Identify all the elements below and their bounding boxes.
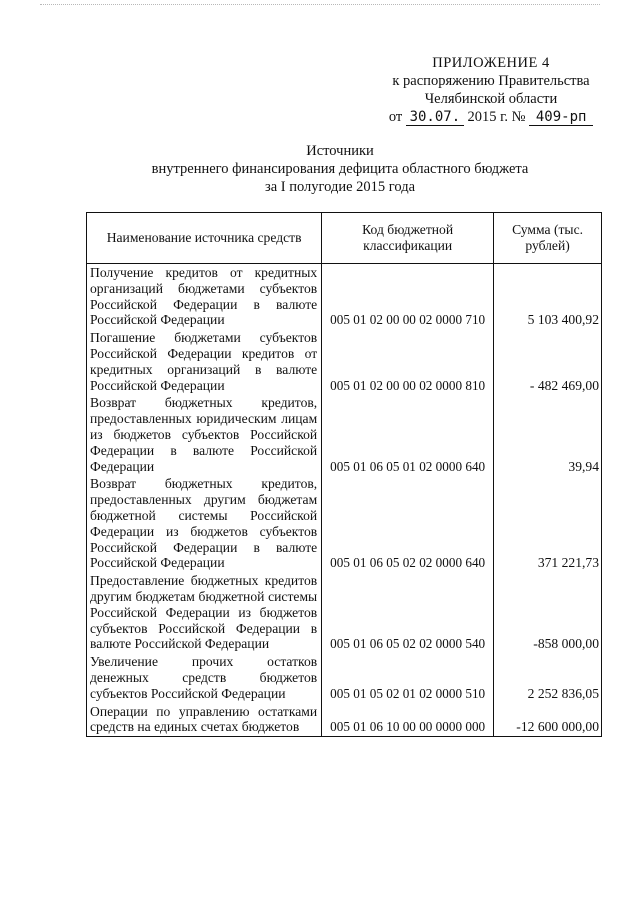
table-row (87, 703, 602, 737)
row-sum: 39,94 (494, 394, 602, 475)
scan-artifact-line (40, 4, 600, 5)
row-sum: 5 103 400,92 (494, 264, 602, 330)
row-sum: -12 600 000,00 (494, 703, 602, 737)
title-line-3: за I полугодие 2015 года (264, 179, 416, 195)
row-name: Возврат бюджетных кредитов, предоставленных другим бюджетам бюджетной системы Российской Федерации из бюджетов субъектов Российской Федерации в валюте Российской Федерации (87, 475, 322, 572)
year-text: 2015 г. № (467, 109, 526, 125)
row-name: Предоставление бюджетных кредитов другим бюджетам бюджетной системы Российской Федерации из бюджетов субъектов Российской Федерации в валюте Российской Федерации (87, 572, 322, 653)
row-name: Операции по управлению остатками средств на единых счетах бюджетов (87, 703, 322, 737)
header-name: Наименование источника средств (87, 213, 322, 264)
row-sum: 371 221,73 (494, 475, 602, 572)
table-row (87, 329, 602, 394)
title-line-1: Источники (306, 143, 374, 159)
table-row (87, 264, 602, 330)
table-row (87, 394, 602, 475)
row-name: Увеличение прочих остатков денежных средств бюджетов субъектов Российской Федерации (87, 653, 322, 702)
row-code: 005 01 06 05 02 02 0000 540 (322, 572, 494, 653)
header-code: Код бюджетной классификации (322, 213, 494, 264)
handwritten-date: 30.07. (406, 110, 464, 126)
document-title (100, 142, 580, 196)
table-row (87, 475, 602, 572)
row-code: 005 01 02 00 00 02 0000 810 (322, 329, 494, 394)
handwritten-number: 409-рп (529, 110, 593, 126)
row-sum: - 482 469,00 (494, 329, 602, 394)
table-header-row (87, 213, 602, 264)
row-code: 005 01 06 10 00 00 0000 000 (322, 703, 494, 737)
sources-table (86, 212, 602, 737)
row-code: 005 01 06 05 02 02 0000 640 (322, 475, 494, 572)
row-name: Погашение бюджетами субъектов Российской Федерации кредитов от кредитных организаций в валюте Российской Федерации (87, 329, 322, 394)
appendix-date-line (380, 108, 602, 126)
header-sum: Сумма (тыс. рублей) (494, 213, 602, 264)
table-row (87, 653, 602, 702)
row-code: 005 01 02 00 00 02 0000 710 (322, 264, 494, 330)
appendix-title: ПРИЛОЖЕНИЕ 4 (432, 55, 550, 71)
row-code: 005 01 05 02 01 02 0000 510 (322, 653, 494, 702)
appendix-line-2: Челябинской области (424, 91, 558, 107)
row-sum: -858 000,00 (494, 572, 602, 653)
date-prefix: от (388, 109, 403, 125)
row-name: Получение кредитов от кредитных организаций бюджетами субъектов Российской Федерации в валюте Российской Федерации (87, 264, 322, 330)
appendix-line-1: к распоряжению Правительства (392, 73, 590, 89)
row-name: Возврат бюджетных кредитов, предоставленных юридическим лицам из бюджетов субъектов Российской Федерации в валюте Российской Федерации (87, 394, 322, 475)
appendix-header (380, 54, 602, 126)
table-row (87, 572, 602, 653)
title-line-2: внутреннего финансирования дефицита областного бюджета (151, 161, 529, 177)
row-code: 005 01 06 05 01 02 0000 640 (322, 394, 494, 475)
row-sum: 2 252 836,05 (494, 653, 602, 702)
